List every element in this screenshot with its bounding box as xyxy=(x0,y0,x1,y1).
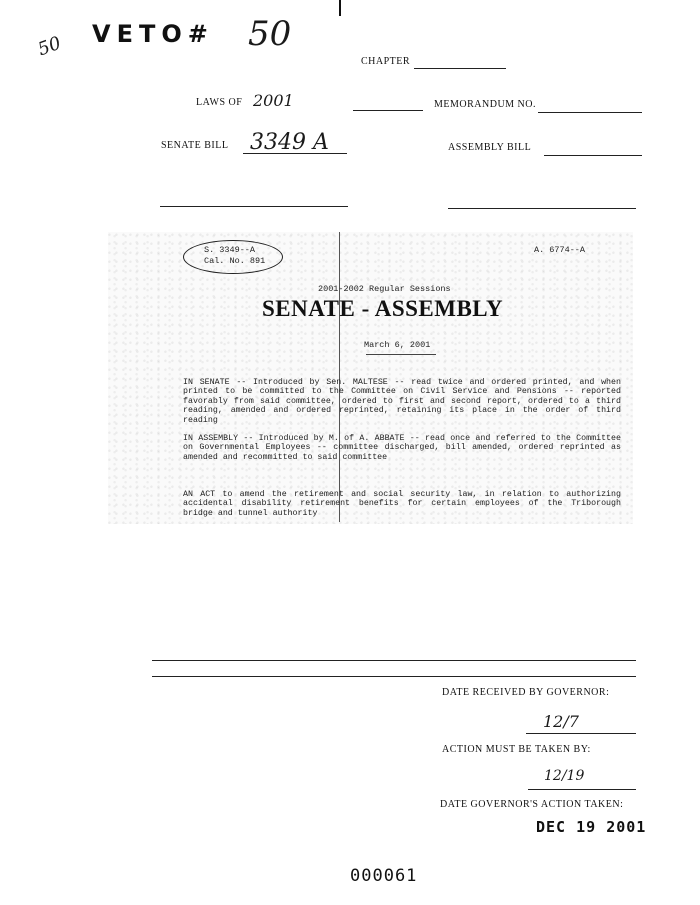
memorandum-label: MEMORANDUM NO. xyxy=(434,99,537,110)
bill-title: SENATE - ASSEMBLY xyxy=(262,296,504,321)
laws-label: LAWS OF xyxy=(196,97,243,108)
action-taken-stamp: DEC 19 2001 xyxy=(536,818,647,836)
date-received-label: DATE RECEIVED BY GOVERNOR: xyxy=(442,687,610,698)
laws-field-line xyxy=(353,110,423,111)
senate-bill-field-line xyxy=(243,153,347,154)
bottom-rule-1 xyxy=(152,660,636,661)
assembly-bill-number: A. 6774--A xyxy=(534,245,586,255)
senate-bill-label: SENATE BILL xyxy=(161,140,229,151)
divider-right xyxy=(448,208,636,209)
assembly-bill-label: ASSEMBLY BILL xyxy=(448,142,532,153)
action-deadline-label: ACTION MUST BE TAKEN BY: xyxy=(442,744,591,755)
senate-bill-number: S. 3349--A xyxy=(204,245,256,255)
veto-label: VETO# xyxy=(92,20,214,48)
page-number: 000061 xyxy=(350,866,418,886)
bill-date: March 6, 2001 xyxy=(364,340,431,350)
scan-mark xyxy=(339,0,341,16)
margin-number: 50 xyxy=(35,32,64,61)
divider-left xyxy=(160,206,348,207)
calendar-number: Cal. No. 891 xyxy=(204,256,266,266)
senate-history: IN SENATE -- Introduced by Sen. MALTESE -- read twice and ordered printed, and when printed to be committed to the Committee on Civil Service and Pensions -- reported favorably from said committee, ordered to first and second report, ordered to a third reading, amended and ordered reprinted, retaining its place in the order of third reading xyxy=(183,378,621,425)
laws-year: 2001 xyxy=(253,91,294,110)
session-label: 2001-2002 Regular Sessions xyxy=(318,284,451,294)
assembly-bill-field-line xyxy=(544,155,642,156)
chapter-field-line xyxy=(414,68,506,69)
bottom-rule-2 xyxy=(152,676,636,677)
scan-fold-line xyxy=(339,232,340,522)
act-description: AN ACT to amend the retirement and social security law, in relation to authorizing accidental disability retirement benefits for certain employees of the Triborough bridge and tunnel authority xyxy=(183,490,621,518)
action-deadline-line xyxy=(528,789,636,790)
date-underline xyxy=(366,354,436,355)
action-taken-label: DATE GOVERNOR'S ACTION TAKEN: xyxy=(440,799,624,810)
date-received-value: 12/7 xyxy=(543,712,579,731)
date-received-line xyxy=(526,733,636,734)
action-deadline-value: 12/19 xyxy=(544,768,585,784)
assembly-history: IN ASSEMBLY -- Introduced by M. of A. ABBATE -- read once and referred to the Committee on Governmental Employees -- committee discharged, bill amended, ordered reprinted as amended and recommitted to said committee xyxy=(183,434,621,462)
chapter-label: CHAPTER xyxy=(361,56,411,67)
senate-bill-value: 3349 A xyxy=(250,130,329,155)
memorandum-field-line xyxy=(538,112,642,113)
veto-number: 50 xyxy=(248,14,292,54)
